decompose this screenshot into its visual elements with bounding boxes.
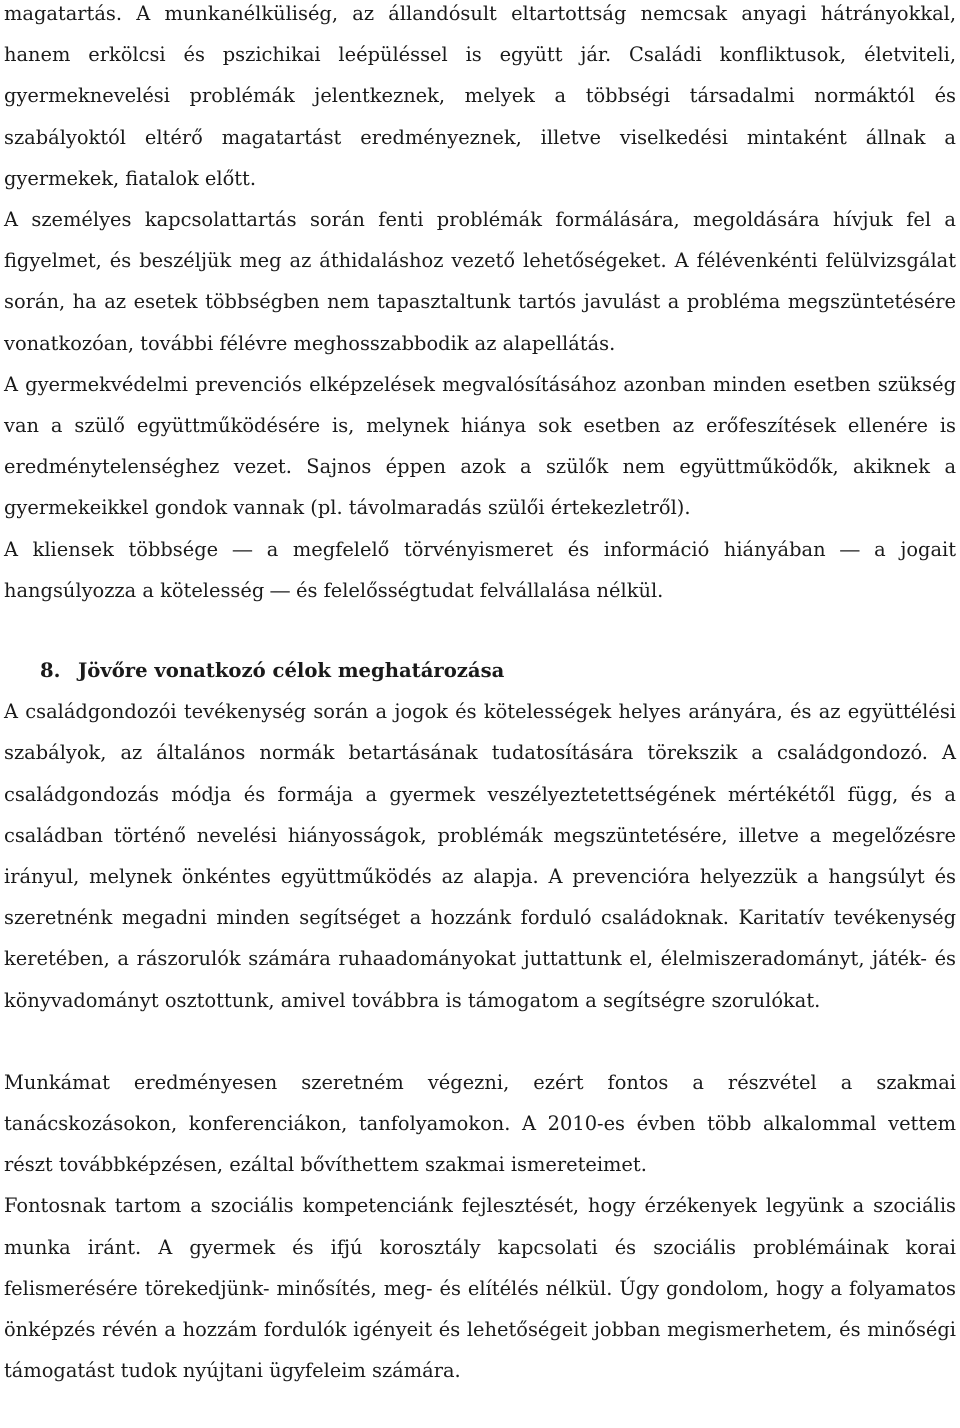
paragraph-2: A személyes kapcsolattartás során fenti problémák formálására, megoldására hívjuk fel a figyelmet, és beszéljük meg az áthidaláshoz vezető lehetőségeket. A félévenkénti felülvizsgálat során, ha az esetek többségben nem tapasztaltunk tartós javulást a probléma megszüntetésére vonatkozóan, további félévre meghosszabbodik az alapellátás. [4,208,956,355]
paragraph-4: A kliensek többsége ― a megfelelő törvényismeret és információ hiányában ― a jogait hangsúlyozza a kötelesség ― és felelősségtudat felvállalása nélkül. [4,537,956,602]
paragraph-6: Fontosnak tartom a szociális kompetenciánk fejlesztését, hogy érzékenyek legyünk a szociális munka iránt. A gyermek és ifjú korosztály kapcsolati és szociális problémáinak korai felismerésére törekedjünk- minősítés, meg- és elítélés nélkül. Úgy gondolom, hogy a folyamatos önképzés révén a hozzám fordulók igényeit és lehetőségeit jobban megismerhetem, és minőségi támogatást tudok nyújtani ügyfeleim számára. [4,1194,956,1383]
document-page [4,0,956,1392]
paragraph-5: Munkámat eredményesen szeretném végezni, ezért fontos a részvétel a szakmai tanácskozásokon, konferenciákon, tanfolyamokon. A 2010-es évben több alkalommal vettem részt továbbképzésen, ezáltal bővíthettem szakmai ismereteimet. [4,1070,956,1177]
section-number: 8. [40,659,61,683]
spacer [4,1021,956,1062]
section-heading [4,650,956,691]
paragraph-section-body: A családgondozói tevékenység során a jogok és kötelességek helyes arányára, és az együttélési szabályok, az általános normák betartásának tudatosítására törekszik a családgondozó. A családgondozás módja és formája a gyermek veszélyeztetettségének mértékétől függ, és a családban történő nevelési hiányosságok, problémák megszüntetésére, illetve a megelőzésre irányul, melynek önkéntes együttműködés az alapja. A prevencióra helyezzük a hangsúlyt és szeretnénk megadni minden segítséget a hozzánk forduló családoknak. Karitatív tevékenység keretében, a rászorulók számára ruhaadományokat juttattunk el, élelmiszeradományt, játék- és könyvadományt osztottunk, amivel továbbra is támogatom a segítségre szorulókat. [4,700,956,1012]
paragraph-3: A gyermekvédelmi prevenciós elképzelések megvalósításához azonban minden esetben szükség van a szülő együttműködésére is, melynek hiánya sok esetben az erőfeszítések ellenére is eredménytelenséghez vezet. Sajnos éppen azok a szülők nem együttműködők, akiknek a gyermekeikkel gondok vannak (pl. távolmaradás szülői értekezletről). [4,372,956,520]
spacer [4,611,956,650]
section-title: Jövőre vonatkozó célok meghatározása [78,659,505,683]
paragraph-1: magatartás. A munkanélküliség, az állandósult eltartottság nemcsak anyagi hátrányokkal, hanem erkölcsi és pszichikai leépüléssel is együtt jár. Családi konfliktusok, életviteli, gyermeknevelési problémák jelentkeznek, melyek a többségi társadalmi normáktól és szabályoktól eltérő magatartást eredményeznek, illetve viselkedési mintaként állnak a gyermekek, fiatalok előtt. [4,2,956,190]
